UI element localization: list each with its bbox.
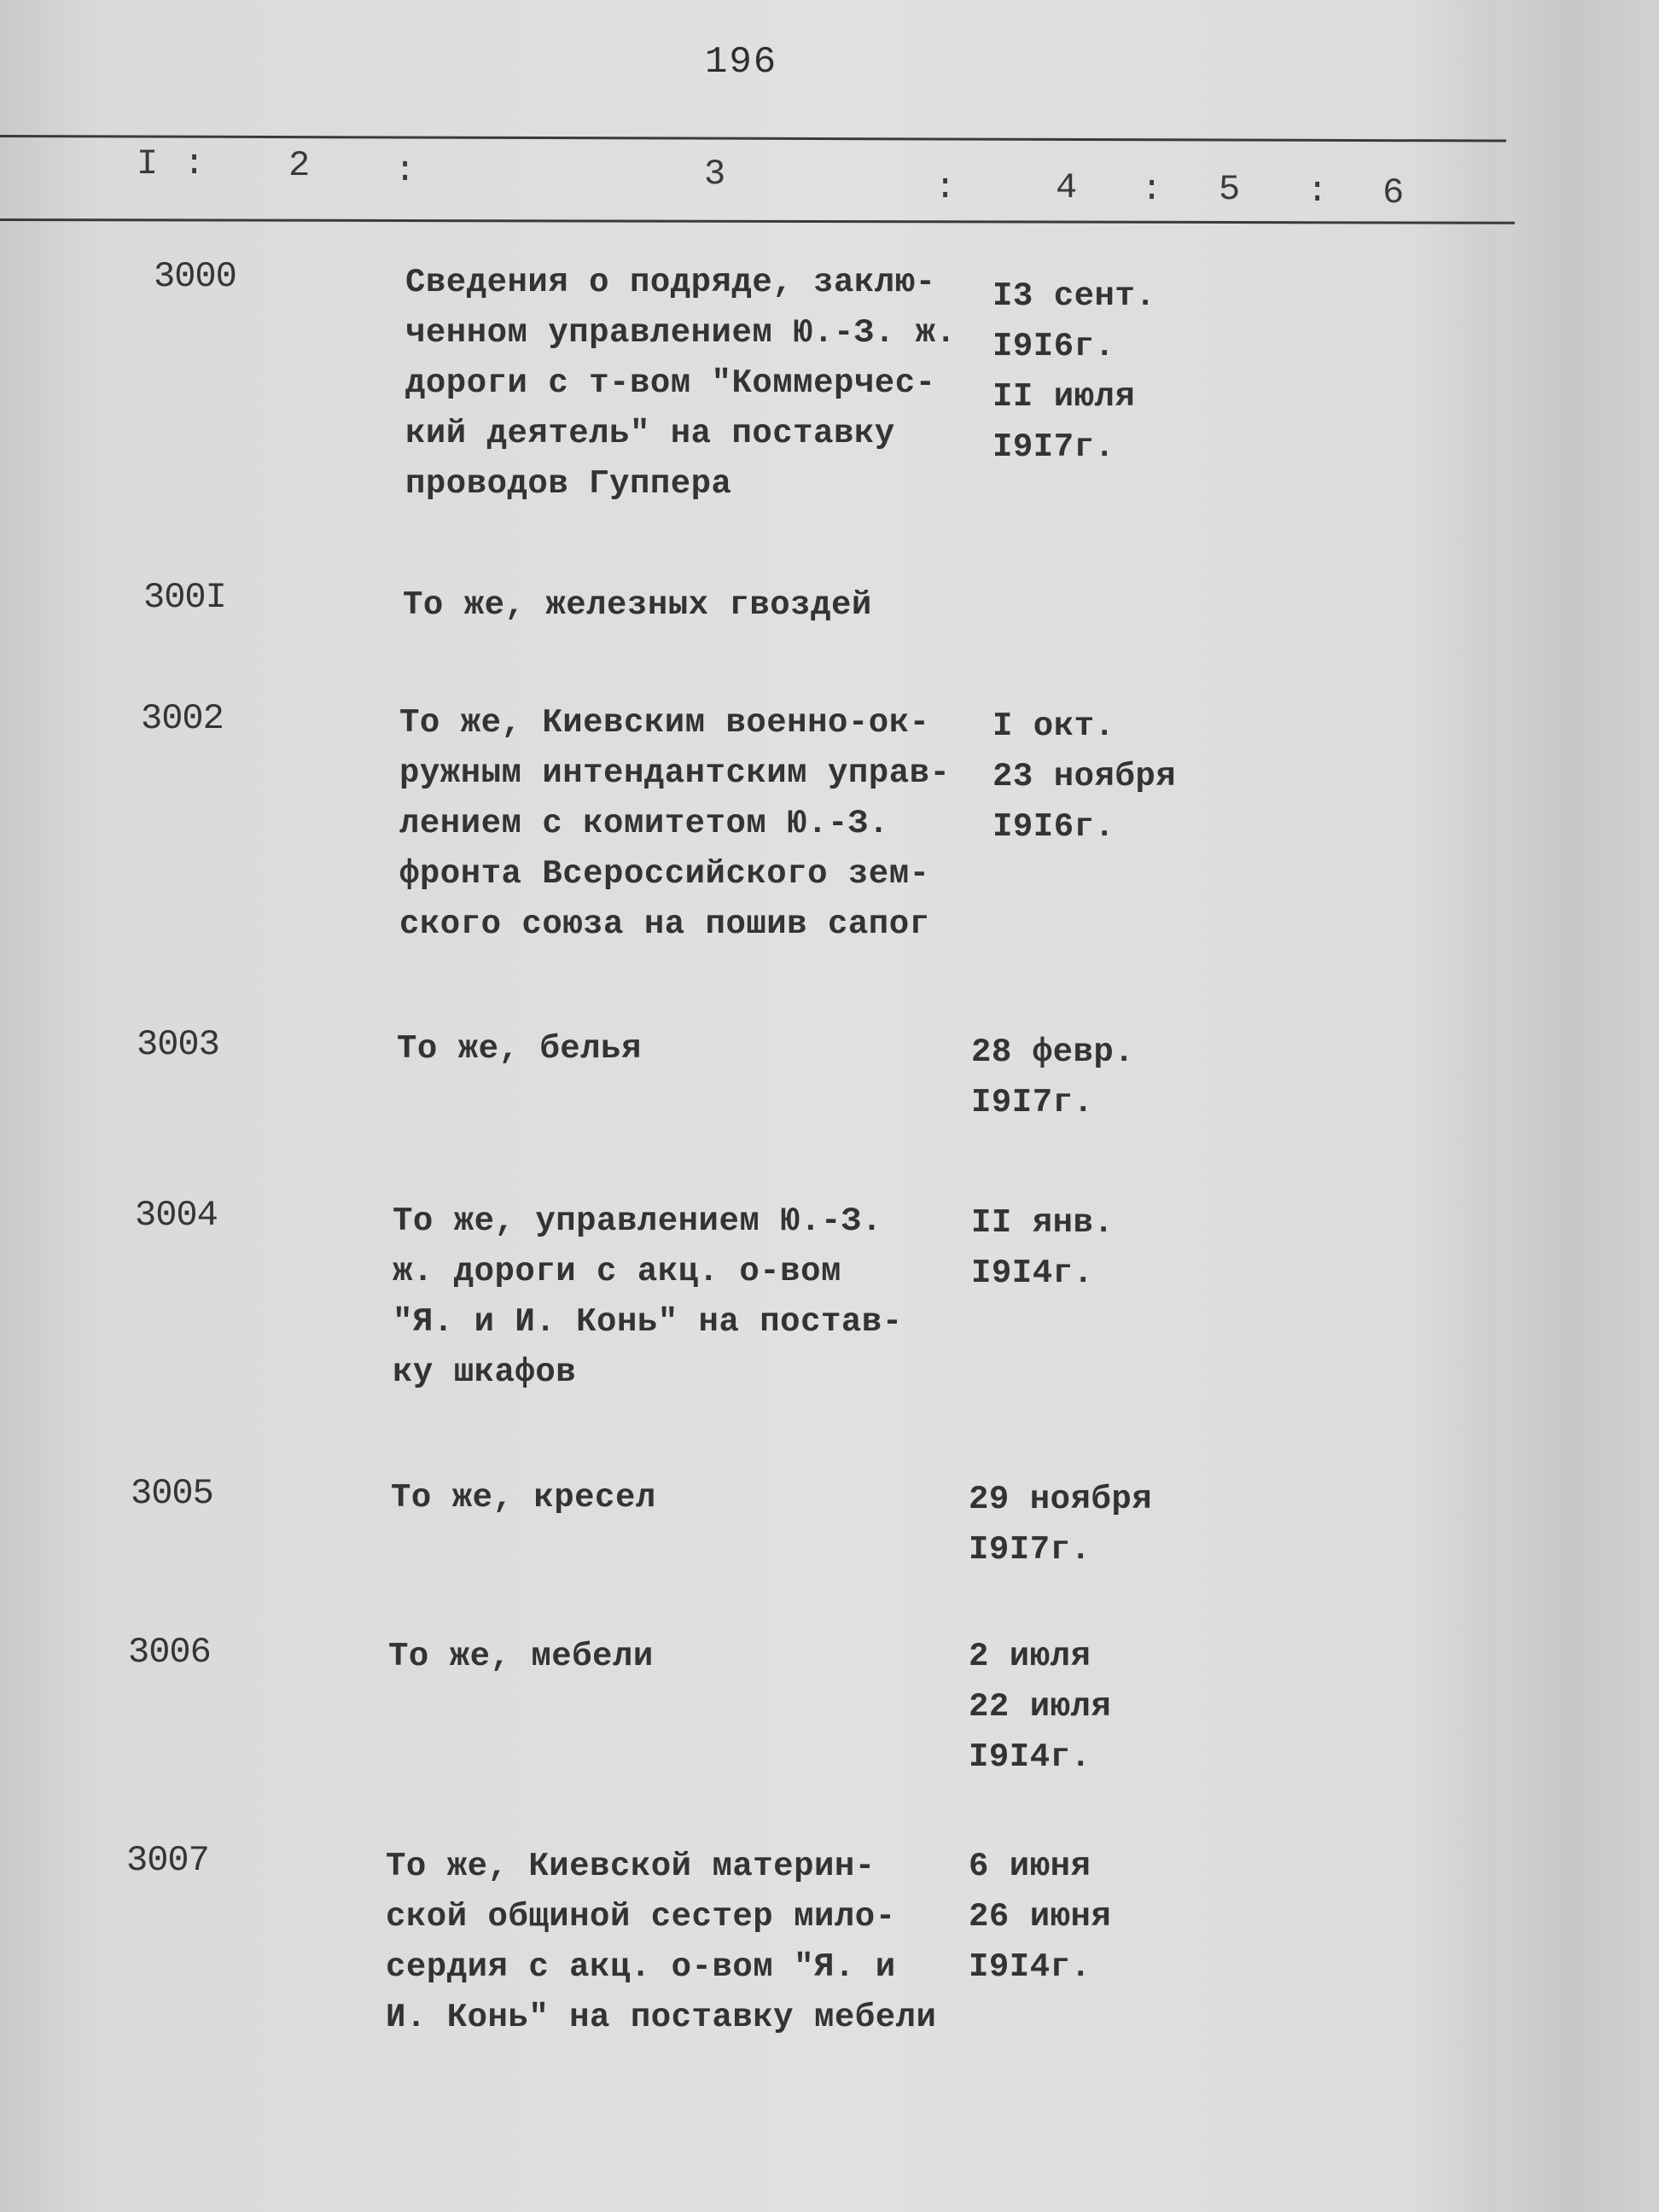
entry-dates [969,1842,1111,1993]
entry-number: 3007 [126,1840,209,1881]
entry-dates [992,271,1155,473]
column-separator: : [183,143,206,184]
entry-description-line: ку шкафов [393,1353,577,1391]
entry-date-line: I окт. [992,707,1115,745]
entry-description-line: То же, Киевским военно-ок- [399,704,930,742]
entry-description-line: ж. дороги с акц. о-вом [393,1253,841,1290]
entry-description-line: "Я. и И. Конь" на постав- [393,1303,903,1341]
entry-date-line: I9I4г. [969,1948,1091,1986]
entry-description-line: И. Конь" на поставку мебели [386,1999,937,2036]
entry-description-line: То же, Киевской материн- [386,1848,876,1885]
entry-number: 3002 [141,698,224,739]
entry-description [403,580,872,631]
header-bottom-rule [0,218,1515,224]
entry-description-line: дороги с т-вом "Коммерчес- [405,364,936,402]
entry-description-line: То же, белья [397,1030,642,1068]
entry-description [391,1473,656,1523]
entry-number: 3004 [135,1195,218,1236]
header-top-rule [0,135,1506,143]
entry-date-line: I9I7г. [992,428,1115,466]
entry-description-line: ской общиной сестер мило- [386,1898,896,1936]
column-header-3: 3 [704,154,726,195]
entry-dates [992,701,1176,853]
entry-date-line: 22 июля [969,1688,1112,1726]
page-edge-shadow [1511,0,1659,2212]
entry-number: 3003 [137,1024,219,1065]
entry-number: 3005 [131,1473,213,1514]
entry-description [393,1196,903,1398]
entry-description-line: То же, железных гвоздей [403,586,872,624]
entry-date-line: 2 июля [969,1638,1091,1675]
entry-description [399,698,950,950]
entry-date-line: I9I4г. [969,1738,1091,1776]
entry-description-line: лением с комитетом Ю.-З. [399,805,889,842]
entry-date-line: 29 ноября [969,1481,1153,1518]
entry-description [386,1842,936,2043]
entry-description [388,1632,654,1682]
column-separator: : [934,167,957,208]
entry-date-line: I9I7г. [971,1084,1094,1121]
entry-description-line: кий деятель" на поставку [405,415,895,452]
entry-date-line: II янв. [971,1204,1115,1242]
column-header-5: 5 [1219,169,1241,210]
page-number: 196 [705,41,778,84]
entry-description-line: То же, кресел [391,1479,656,1516]
column-header-4: 4 [1056,167,1078,208]
column-separator: : [394,150,416,191]
entry-description-line: ружным интендантским управ- [399,754,951,792]
entry-description-line: сердия с акц. о-вом "Я. и [386,1948,896,1986]
entry-description-line: То же, управлением Ю.-З. [393,1202,882,1240]
column-header-6: 6 [1382,172,1405,213]
entry-dates [971,1027,1134,1128]
entry-description-line: проводов Гуппера [405,465,732,503]
entry-date-line: I3 сент. [992,277,1156,315]
column-separator: : [1141,169,1163,210]
column-header-1: I [137,143,159,184]
entry-date-line: I9I7г. [969,1531,1091,1569]
entry-description-line: Сведения о подряде, заклю- [405,264,936,301]
entry-date-line: 28 февр. [971,1033,1135,1071]
entry-date-line: 26 июня [969,1898,1112,1936]
entry-dates [971,1198,1114,1299]
entry-description-line: ченном управлением Ю.-З. ж. [405,314,957,352]
entry-date-line: I9I6г. [992,328,1115,365]
entry-description [397,1024,642,1074]
entry-date-line: 23 ноября [992,758,1177,795]
entry-date-line: 6 июня [969,1848,1091,1885]
entry-dates [969,1475,1152,1575]
entry-description-line: То же, мебели [388,1638,654,1675]
entry-number: 300I [143,577,226,618]
entry-date-line: I9I4г. [971,1254,1094,1292]
entry-number: 3000 [154,256,236,297]
entry-description-line: ского союза на пошив сапог [399,905,930,943]
entry-dates [969,1632,1111,1783]
entry-description [405,258,956,509]
entry-date-line: I9I6г. [992,808,1115,846]
entry-number: 3006 [128,1632,211,1673]
entry-description-line: фронта Всероссийского зем- [399,855,930,893]
column-header-2: 2 [288,145,311,186]
column-separator: : [1307,171,1329,212]
entry-date-line: II июля [992,378,1136,416]
